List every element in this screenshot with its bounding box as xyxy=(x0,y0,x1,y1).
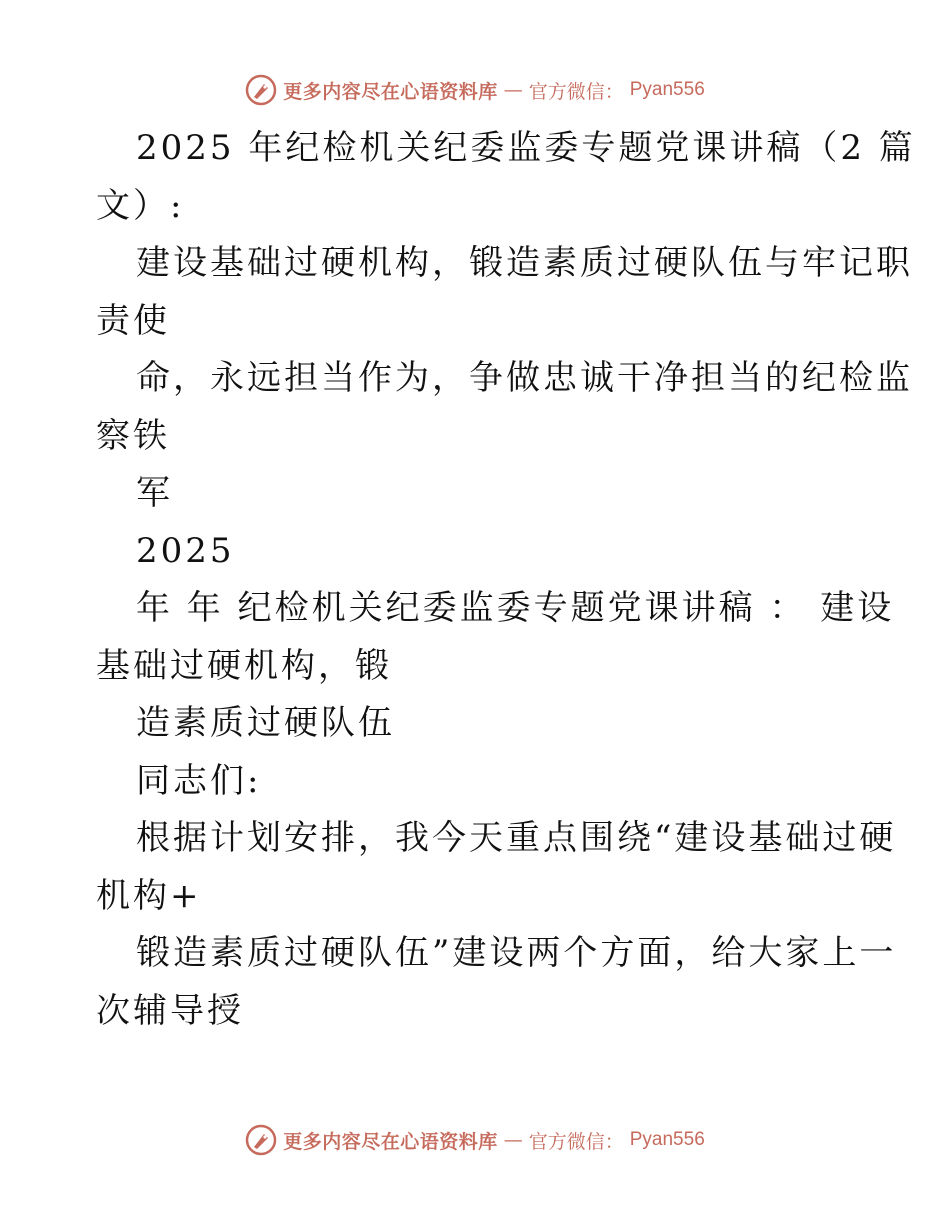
salutation-line: 同志们: xyxy=(136,760,262,801)
watermark-wechat-id: Pyan556 xyxy=(629,1129,705,1150)
paragraph-line-3: 锻造素质过硬队伍”建设两个方面，给大家上一 xyxy=(136,933,897,973)
pen-nib-seal-icon xyxy=(245,74,277,106)
watermark-separator: — xyxy=(503,1129,523,1151)
watermark-wechat-id: Pyan556 xyxy=(629,79,705,100)
footer-watermark xyxy=(0,1120,950,1160)
pen-nib-seal-icon xyxy=(245,1124,277,1156)
year-line: 2025 xyxy=(136,530,235,571)
header-watermark xyxy=(0,70,950,110)
title-line-2: 文）: xyxy=(96,185,185,226)
section-heading-line-1: 年 年 纪检机关纪委监委专题党课讲稿 ： 建设 xyxy=(136,588,895,628)
watermark-brand-text: 更多内容尽在心语资料库 xyxy=(283,80,498,103)
title-line-1: 2025 年纪检机关纪委监委专题党课讲稿（2 篇 xyxy=(136,128,916,168)
watermark-wechat-label: 官方微信： xyxy=(528,1130,624,1153)
paragraph-line-2: 机构+ xyxy=(96,875,202,916)
watermark-separator: — xyxy=(503,79,523,101)
watermark-wechat-label: 官方微信： xyxy=(528,80,624,103)
subtitle-line-4: 察铁 xyxy=(96,415,170,456)
paragraph-line-1: 根据计划安排，我今天重点围绕“建设基础过硬 xyxy=(136,818,897,858)
document-body xyxy=(96,120,916,1040)
watermark-brand-text: 更多内容尽在心语资料库 xyxy=(283,1130,498,1153)
subtitle-line-2: 责使 xyxy=(96,300,170,341)
subtitle-line-1: 建设基础过硬机构，锻造素质过硬队伍与牢记职 xyxy=(136,243,913,283)
section-heading-line-2: 基础过硬机构，锻 xyxy=(96,645,392,686)
paragraph-line-4: 次辅导授 xyxy=(96,990,244,1031)
subtitle-line-3: 命，永远担当作为，争做忠诚干净担当的纪检监 xyxy=(136,358,913,398)
subtitle-line-5: 军 xyxy=(136,473,173,513)
section-heading-line-3: 造素质过硬队伍 xyxy=(136,703,395,743)
